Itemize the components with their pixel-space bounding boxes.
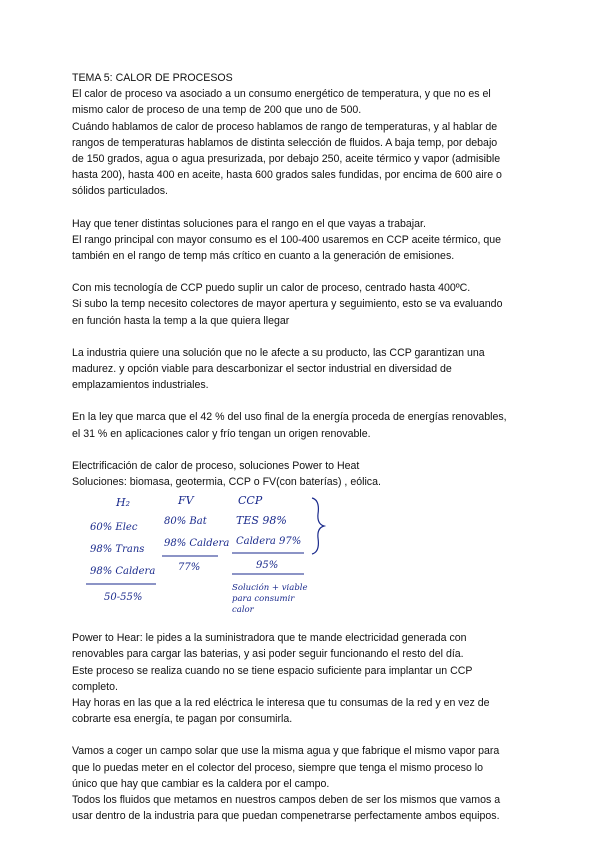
hand-fv-line: 80% Bat <box>164 516 207 528</box>
text-line: renovables para cargar las baterias, y asi poder seguir funcionando el resto del día. <box>72 648 464 661</box>
text-line: Hay horas en las que a la red eléctrica le interesa que tu consumas de la red y en vez de <box>72 697 490 710</box>
text-line: Vamos a coger un campo solar que use la misma agua y que fabrique el mismo vapor para <box>72 745 500 758</box>
hand-h2-line: 98% Trans <box>90 544 145 556</box>
text-line: cobrarte esa energía, te pagan por consumirla. <box>72 713 293 726</box>
hand-ccp-line: TES 98% <box>236 514 287 528</box>
hand-note-line: calor <box>232 605 254 616</box>
text-line: mismo calor de proceso de una temp de 200 que uno de 500. <box>72 104 362 117</box>
text-line: Todos los fluidos que metamos en nuestros campos deben de ser los mismos que vamos a <box>72 794 501 807</box>
text-line: también en el rango de temp más crítico en cuanto a la generación de emisiones. <box>72 250 455 263</box>
hand-fv-total: 77% <box>178 562 201 574</box>
hand-h2-head: H₂ <box>116 496 131 510</box>
text-line: emplazamientos industriales. <box>72 379 209 392</box>
text-line: Power to Hear: le pides a la suministradora que te mande electricidad generada con <box>72 632 467 645</box>
text-line: sólidos particulados. <box>72 185 168 198</box>
text-line: Hay que tener distintas soluciones para el rango en el que vayas a trabajar. <box>72 217 426 230</box>
text-line: Cuándo hablamos de calor de proceso hablamos de rango de temperaturas, y al hablar de <box>72 120 498 133</box>
hand-fv-head: FV <box>178 494 194 508</box>
hand-h2-total: 50-55% <box>104 592 143 604</box>
text-line: de 150 grados, agua o agua presurizada, por debajo 250, aceite térmico y vapor (admisible <box>72 153 501 166</box>
paragraph-solutions-range <box>72 216 536 265</box>
text-line: usar dentro de la industria para que puedan compenetrarse perfectamente ambos equipos. <box>72 810 500 823</box>
hand-h2-line: 60% Elec <box>90 522 138 534</box>
text-line: único que hay que cambiar es la caldera por el campo. <box>72 777 330 790</box>
text-line: En la ley que marca que el 42 % del uso final de la energía proceda de energías renovables, <box>72 411 507 424</box>
text-line: Soluciones: biomasa, geotermia, CCP o FV(con baterías) , eólica. <box>72 476 381 489</box>
text-line: La industria quiere una solución que no le afecte a su producto, las CCP garantizan una <box>72 346 485 359</box>
text-line: que lo puedas meter en el colector del proceso, siempre que tenga el mismo proceso lo <box>72 761 484 774</box>
text-line: Este proceso se realiza cuando no se tiene espacio suficiente para implantar un CCP <box>72 664 473 677</box>
hand-note-line: para consumir <box>232 594 295 605</box>
hand-ccp-line: Caldera 97% <box>236 536 302 548</box>
hand-ccp-total: 95% <box>256 560 279 572</box>
text-line: completo. <box>72 680 118 693</box>
handwritten-comparison <box>72 490 536 630</box>
paragraph-industry <box>72 345 536 394</box>
paragraph-electrification <box>72 458 536 490</box>
paragraph-ccp-technology <box>72 280 536 329</box>
paragraph-solar-field <box>72 743 536 824</box>
document-page <box>72 70 536 825</box>
text-line: en función hasta la temp a la que quiera llegar <box>72 314 290 327</box>
hand-ccp-head: CCP <box>238 494 263 508</box>
paragraph-power-to-heat <box>72 630 536 727</box>
hand-brace <box>312 498 324 554</box>
text-line: Electrificación de calor de proceso, soluciones Power to Heat <box>72 459 360 472</box>
hand-h2-line: 98% Caldera <box>90 566 156 578</box>
text-line: el 31 % en aplicaciones calor y frío tengan un origen renovable. <box>72 427 371 440</box>
text-line: Con mis tecnología de CCP puedo suplir un calor de proceso, centrado hasta 400ºC. <box>72 282 471 295</box>
text-line: El calor de proceso va asociado a un consumo energético de temperatura, y que no es el <box>72 88 491 101</box>
paragraph-process-heat <box>72 86 536 199</box>
hand-note-line: Solución + viable <box>232 583 308 594</box>
text-line: Si subo la temp necesito colectores de mayor apertura y seguimiento, esto se va evaluando <box>72 298 503 311</box>
text-line: hasta 200), hasta 400 en aceite, hasta 600 grados sales fundidas, por encima de 600 aire o <box>72 169 502 182</box>
section-title: TEMA 5: CALOR DE PROCESOS <box>72 72 233 84</box>
text-line: rangos de temperaturas hablamos de distinta selección de fluidos. A baja temp, por debajo <box>72 136 498 149</box>
text-line: El rango principal con mayor consumo es el 100-400 usaremos en CCP aceite térmico, que <box>72 233 502 246</box>
paragraph-law <box>72 409 536 441</box>
text-line: madurez. y opción viable para descarbonizar el sector industrial en diversidad de <box>72 363 452 376</box>
hand-fv-line: 98% Caldera <box>164 538 230 550</box>
